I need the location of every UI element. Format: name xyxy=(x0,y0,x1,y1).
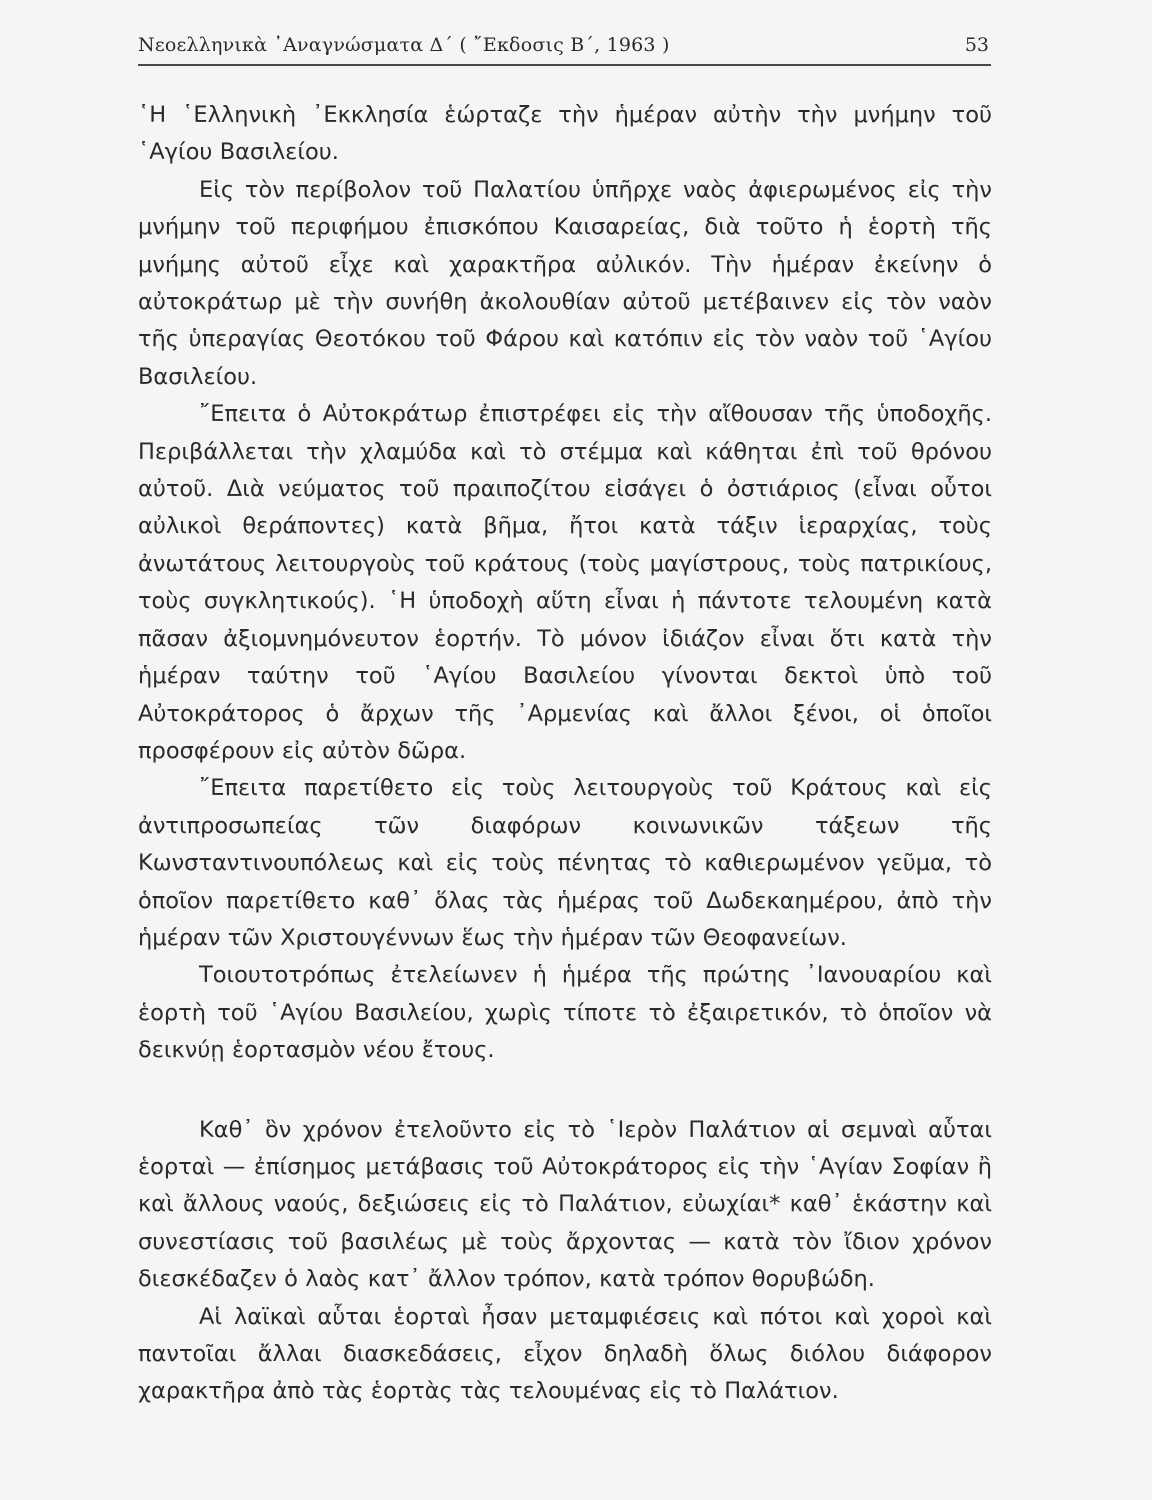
paragraph: Καθ᾿ ὃν χρόνον ἐτελοῦντο εἰς τὸ ῾Ιερὸν Παλάτιον αἱ σεμναὶ αὗται ἑορταὶ — ἐπίσημος μετάβασις τοῦ Αὐτοκράτορος εἰς τὴν ῾Αγίαν Σοφίαν ἢ καὶ ἄλλους ναούς, δεξιώσεις εἰς τὸ Παλάτιον, εὐωχίαι* καθ᾿ ἑκάστην καὶ συνεστίασις τοῦ βασιλέως μὲ τοὺς ἄρχοντας — κατὰ τὸν ἴδιον χρόνον διεσκέδαζεν ὁ λαὸς κατ᾿ ἄλλον τρόπον, κατὰ τρόπον θορυβώδη. xyxy=(138,1116,992,1293)
paragraph: ῎Επειτα ὁ Αὐτοκράτωρ ἐπιστρέφει εἰς τὴν αἴθουσαν τῆς ὑποδοχῆς. Περιβάλλεται τὴν χλαμύδα καὶ τὸ στέμμα καὶ κάθηται ἐπὶ τοῦ θρόνου αὐτοῦ. Διὰ νεύματος τοῦ πραιποζίτου εἰσάγει ὁ ὀστιάριος (εἶναι οὗτοι αὐλικοὶ θεράποντες) κατὰ βῆμα, ἤτοι κατὰ τάξιν ἱεραρχίας, τοὺς ἀνωτάτους λειτουργοὺς τοῦ κράτους (τοὺς μαγίστρους, τοὺς πατρικίους, τοὺς συγκλητικούς). ῾Η ὑποδοχὴ αὕτη εἶναι ἡ πάντοτε τελουμένη κατὰ πᾶσαν ἀξιομνημόνευτον ἑορτήν. Τὸ μόνον ἰδιάζον εἶναι ὅτι κατὰ τὴν ἡμέραν ταύτην τοῦ ῾Αγίου Βασιλείου γίνονται δεκτοὶ ὑπὸ τοῦ Αὐτοκράτορος ὁ ἄρχων τῆς ᾿Αρμενίας καὶ ἄλλοι ξένοι, οἱ ὁποῖοι προσφέρουν εἰς αὐτὸν δῶρα. xyxy=(138,401,992,764)
section-popular-celebrations xyxy=(138,1112,992,1411)
paragraph: ῾Η ῾Ελληνικὴ ᾿Εκκλησία ἑώρταζε τὴν ἡμέραν αὐτὴν τὴν μνήμην τοῦ ῾Αγίου Βασιλείου. xyxy=(138,102,992,166)
paragraph: Τοιουτοτρόπως ἐτελείωνεν ἡ ἡμέρα τῆς πρώτης ᾿Ιανουαρίου καὶ ἑορτὴ τοῦ ῾Αγίου Βασιλείου, χωρὶς τίποτε τὸ ἐξαιρετικόν, τὸ ὁποῖον νὰ δεικνύῃ ἑορτασμὸν νέου ἔτους. xyxy=(138,962,992,1064)
body-text xyxy=(138,97,992,1411)
paragraph: Αἱ λαϊκαὶ αὗται ἑορταὶ ἦσαν μεταμφιέσεις καὶ πότοι καὶ χοροὶ καὶ παντοῖαι ἄλλαι διασκεδάσεις, εἶχον δηλαδὴ ὅλως διόλου διάφορον χαρακτῆρα ἀπὸ τὰς ἑορτὰς τὰς τελουμένας εἰς τὸ Παλάτιον. xyxy=(138,1303,992,1405)
page-number: 53 xyxy=(964,34,989,56)
paragraph: ῎Επειτα παρετίθετο εἰς τοὺς λειτουργοὺς τοῦ Κράτους καὶ εἰς ἀντιπροσωπείας τῶν διαφόρων κοινωνικῶν τάξεων τῆς Κωνσταντινουπόλεως καὶ εἰς τοὺς πένητας τὸ καθιερωμένον γεῦμα, τὸ ὁποῖον παρετίθετο καθ᾿ ὅλας τὰς ἡμέρας τοῦ Δωδεκαημέρου, ἀπὸ τὴν ἡμέραν τῶν Χριστουγέννων ἕως τὴν ἡμέραν τῶν Θεοφανείων. xyxy=(138,775,992,951)
book-title: Νεοελληνικὰ ᾿Αναγνώσματα Δ΄ ( ῎Εκδοσις Β΄, 1963 ) xyxy=(138,34,670,56)
section-basil-feast xyxy=(138,97,992,1070)
running-header xyxy=(138,32,991,66)
paragraph: Εἰς τὸν περίβολον τοῦ Παλατίου ὑπῆρχε ναὸς ἀφιερωμένος εἰς τὴν μνήμην τοῦ περιφήμου ἐπισκόπου Καισαρείας, διὰ τοῦτο ἡ ἑορτὴ τῆς μνήμης αὐτοῦ εἶχε καὶ χαρακτῆρα αὐλικόν. Τὴν ἡμέραν ἐκείνην ὁ αὐτοκράτωρ μὲ τὴν συνήθη ἀκολουθίαν αὐτοῦ μετέβαινεν εἰς τὸν ναὸν τῆς ὑπεραγίας Θεοτόκου τοῦ Φάρου καὶ κατόπιν εἰς τὸν ναὸν τοῦ ῾Αγίου Βασιλείου. xyxy=(138,176,992,390)
